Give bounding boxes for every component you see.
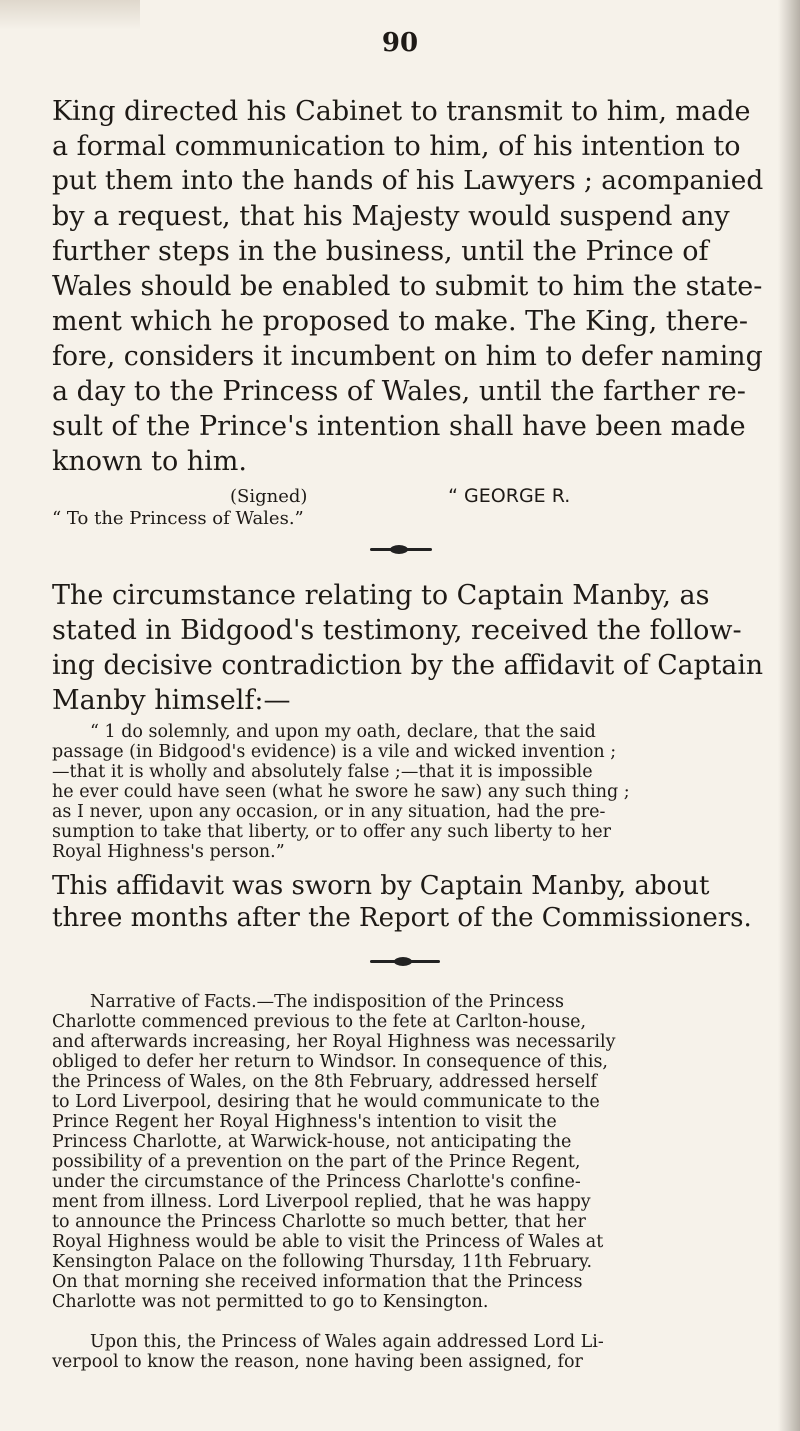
text-line: ment which he proposed to make. The King, there- [52, 306, 748, 337]
text-line: This affidavit was sworn by Captain Manby, about [52, 871, 710, 901]
text-line: the Princess of Wales, on the 8th February, addressed herself [52, 1072, 597, 1092]
text-line: “ 1 do solemnly, and upon my oath, declare, that the said [90, 722, 596, 742]
text-line: ment from illness. Lord Liverpool replied, that he was happy [52, 1192, 591, 1212]
page-number: 90 [381, 28, 419, 58]
text-line: Kensington Palace on the following Thursday, 11th February. [52, 1252, 593, 1272]
text-line: under the circumstance of the Princess Charlotte's confine- [52, 1172, 581, 1192]
text-line: possibility of a prevention on the part of the Prince Regent, [52, 1152, 581, 1172]
text-line: Charlotte was not permitted to go to Kensington. [52, 1292, 489, 1312]
text-line: he ever could have seen (what he swore he saw) any such thing ; [52, 782, 630, 802]
text-line: to Lord Liverpool, desiring that he would communicate to the [52, 1092, 600, 1112]
affidavit-sworn [52, 870, 767, 934]
text-line: three months after the Report of the Commissioners. [52, 903, 752, 933]
text-line: put them into the hands of his Lawyers ; acompanied [52, 166, 764, 196]
affidavit-quote-cont [52, 742, 767, 862]
text-line: Royal Highness's person.” [52, 842, 285, 862]
manby-paragraph [52, 578, 767, 718]
affidavit-quote [52, 722, 767, 742]
text-line: sumption to take that liberty, or to offer any such liberty to her [52, 822, 611, 842]
signature-block [52, 485, 767, 530]
text-line: Narrative of Facts.—The indisposition of the Princess [90, 992, 564, 1012]
text-line: obliged to defer her return to Windsor. In consequence of this, [52, 1052, 608, 1072]
text-line: ing decisive contradiction by the affidavit of Captain [52, 650, 764, 681]
text-line: Princess Charlotte, at Warwick-house, not anticipating the [52, 1132, 572, 1152]
text-line: further steps in the business, until the Prince of [52, 236, 709, 267]
text-line: passage (in Bidgood's evidence) is a vile and wicked invention ; [52, 742, 617, 762]
divider-ornament [394, 957, 412, 966]
text-line: known to him. [52, 446, 247, 477]
text-line: Upon this, the Princess of Wales again addressed Lord Li- [90, 1332, 604, 1352]
narrative-paragraph [52, 1012, 767, 1312]
text-line: as I never, upon any occasion, or in any situation, had the pre- [52, 802, 606, 822]
text-line: —that it is wholly and absolutely false ;—that it is impossible [52, 762, 593, 782]
page-corner-shade [0, 0, 140, 30]
letter-body [52, 94, 767, 479]
text-line: sult of the Prince's intention shall have been made [52, 411, 746, 442]
text-line: by a request, that his Majesty would suspend any [52, 201, 730, 232]
text-line: stated in Bidgood's testimony, received the follow- [52, 615, 742, 646]
page-edge-shadow [778, 0, 800, 1431]
divider-ornament [390, 545, 408, 554]
text-line: Prince Regent her Royal Highness's intention to visit the [52, 1112, 557, 1132]
section-divider [370, 548, 432, 551]
text-line: to announce the Princess Charlotte so much better, that her [52, 1212, 586, 1232]
text-line: a day to the Princess of Wales, until the farther re- [52, 376, 746, 407]
text-line: The circumstance relating to Captain Manby, as [52, 580, 710, 611]
text-line: Manby himself:— [52, 685, 291, 716]
text-line: fore, considers it incumbent on him to defer naming [52, 341, 763, 372]
text-line: Charlotte commenced previous to the fete at Carlton-house, [52, 1012, 587, 1032]
section-divider [370, 960, 440, 963]
text-line: and afterwards increasing, her Royal Highness was necessarily [52, 1032, 616, 1052]
text-line: King directed his Cabinet to transmit to him, made [52, 96, 751, 127]
narrative-second-paragraph-cont [52, 1352, 767, 1372]
addressee: “ To the Princess of Wales.” [52, 508, 304, 529]
signature-row [52, 485, 767, 508]
text-line: Wales should be enabled to submit to him the state- [52, 271, 763, 302]
narrative-second-paragraph [52, 1332, 767, 1352]
text-line: a formal communication to him, of his intention to [52, 131, 741, 162]
signed-label: (Signed) [230, 486, 308, 507]
text-line: verpool to know the reason, none having been assigned, for [52, 1352, 583, 1372]
text-line: Royal Highness would be able to visit the Princess of Wales at [52, 1232, 604, 1252]
text-line: On that morning she received information that the Princess [52, 1272, 583, 1292]
signer-name: “ GEORGE R. [448, 485, 571, 507]
narrative-first-line [52, 992, 767, 1012]
